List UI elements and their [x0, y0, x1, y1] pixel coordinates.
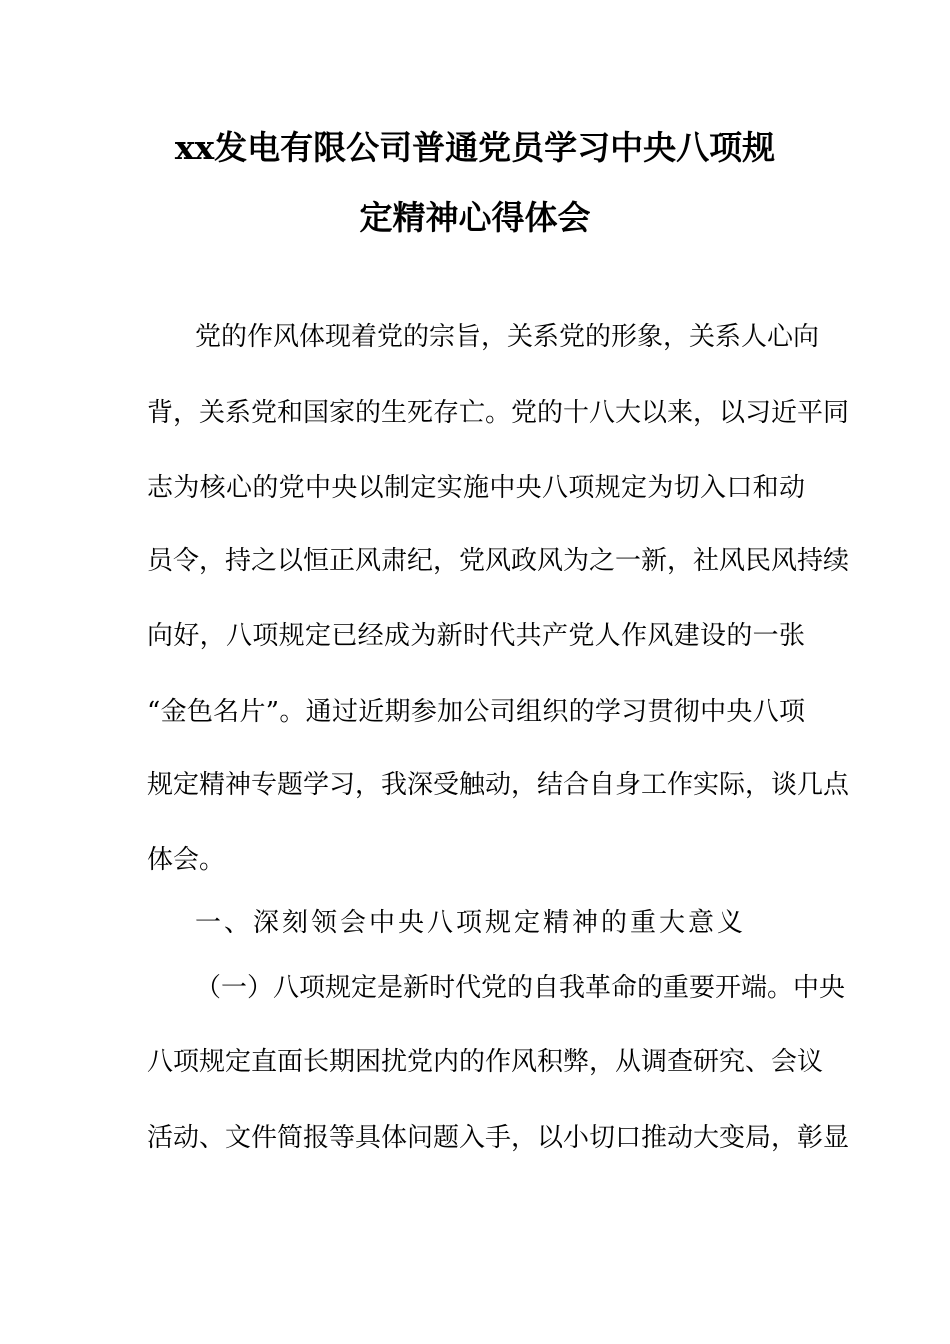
body-line: 党的作风体现着党的宗旨，关系党的形象，关系人心向 [195, 322, 820, 352]
body-line: 规定精神专题学习，我深受触动，结合自身工作实际，谈几点 [147, 770, 850, 800]
body-line: 背，关系党和国家的生死存亡。党的十八大以来，以习近平同 [147, 398, 850, 428]
body-line: 向好，八项规定已经成为新时代共产党人作风建设的一张 [147, 621, 805, 651]
body-line: 体会。 [147, 845, 226, 875]
section-heading: 一、深刻领会中央八项规定精神的重大意义 [195, 908, 747, 938]
body-line: 活动、文件简报等具体问题入手，以小切口推动大变局，彰显 [147, 1123, 850, 1153]
body-line: “金色名片”。通过近期参加公司组织的学习贯彻中央八项 [147, 697, 805, 727]
body-line: 员令，持之以恒正风肃纪，党风政风为之一新，社风民风持续 [147, 546, 850, 576]
document-title-line-2: 定精神心得体会 [359, 198, 591, 237]
body-line: 志为核心的党中央以制定实施中央八项规定为切入口和动 [147, 473, 805, 503]
body-line: 八项规定直面长期困扰党内的作风积弊，从调查研究、会议 [147, 1047, 824, 1077]
document-title-line-1: xx发电有限公司普通党员学习中央八项规 [174, 128, 776, 167]
body-line: （一）八项规定是新时代党的自我革命的重要开端。中央 [195, 973, 846, 1003]
